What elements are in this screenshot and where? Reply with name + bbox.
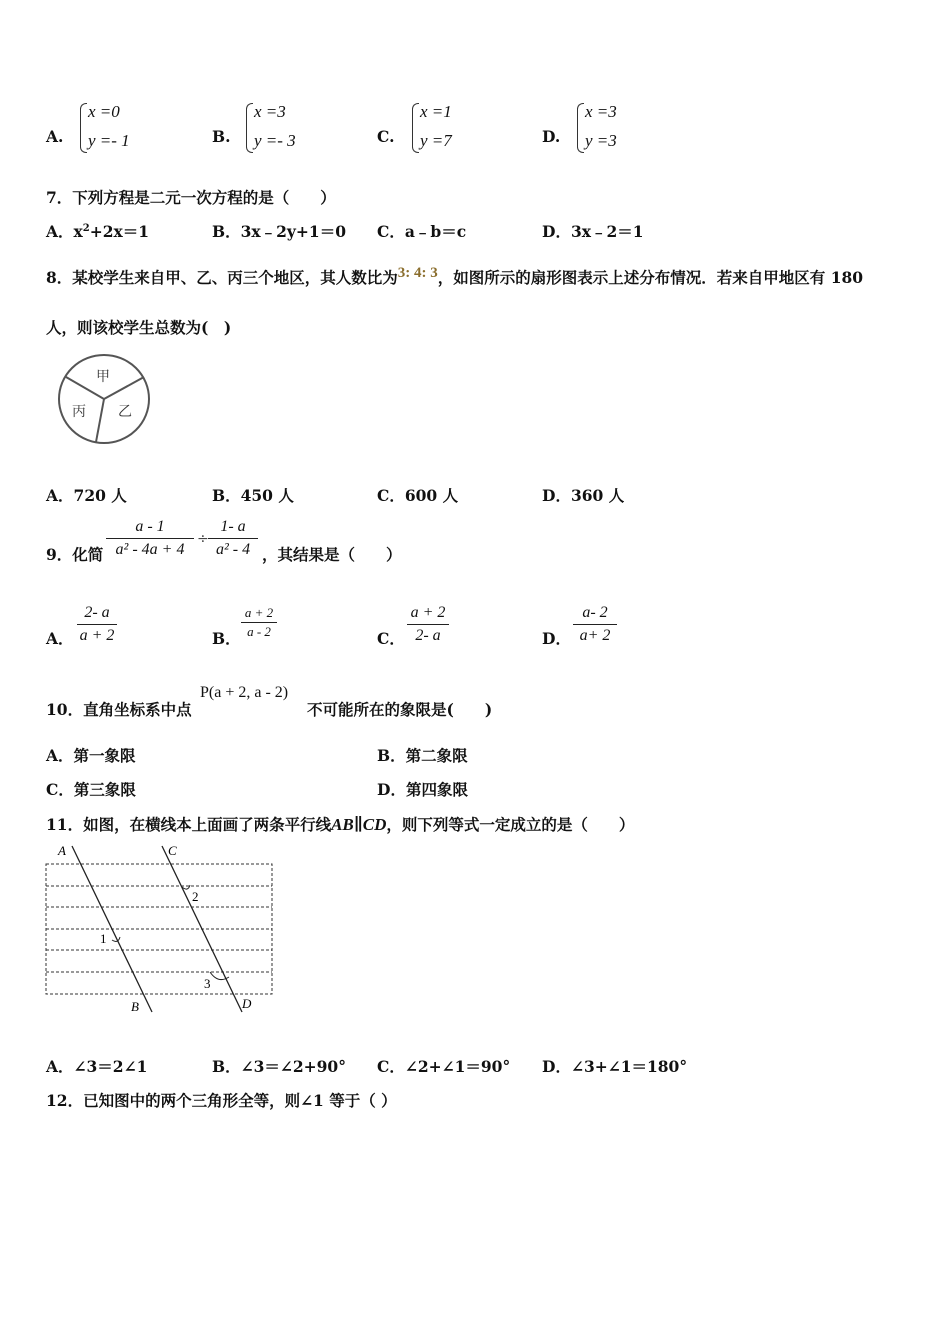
q8-option-d — [542, 484, 624, 506]
option-text: ∠3＝∠2+90° — [240, 1057, 346, 1076]
numerator: a + 2 — [410, 604, 446, 621]
option-text: 3x﹣2y+1＝0 — [240, 222, 346, 241]
q8-option-b — [212, 484, 294, 506]
q8-option-c — [377, 484, 458, 506]
option-fraction — [573, 602, 617, 647]
numerator: 2- a — [84, 604, 110, 621]
numerator: 1- a — [220, 518, 246, 535]
numerator: a + 2 — [244, 605, 274, 620]
q8-option-a — [46, 484, 127, 506]
option-label: D． — [542, 629, 571, 648]
option-label: D． — [542, 1057, 571, 1076]
pie-divider — [104, 377, 144, 399]
q10-point: P(a + 2, a - 2) — [200, 684, 289, 701]
option-label: A． — [46, 486, 74, 505]
denominator: a - 2 — [247, 624, 271, 639]
equation-line: y =3 — [585, 131, 617, 150]
option-label: A． — [46, 222, 74, 241]
angle-3-label: 3 — [204, 976, 211, 991]
option-fraction — [77, 602, 117, 647]
q10-option-a — [46, 744, 136, 766]
option-label: D． — [542, 222, 571, 241]
label-b: B — [131, 999, 139, 1014]
option-text: +2x＝1 — [89, 222, 150, 241]
equation-line: y =- 3 — [254, 131, 296, 150]
brace-icon — [577, 103, 584, 153]
equation-line: y =- 1 — [88, 131, 130, 150]
denominator: 2- a — [415, 627, 441, 644]
numerator: a - 1 — [135, 518, 165, 535]
option-label: B． — [212, 486, 241, 505]
pie-label-yi: 乙 — [118, 404, 132, 420]
brace-icon — [412, 103, 419, 153]
q7-option-c — [377, 220, 466, 242]
option-text: 第一象限 — [73, 746, 136, 765]
stem-text: ，则下列等式一定成立的是（ ） — [386, 815, 635, 834]
parallel-expression: AB∥CD — [331, 815, 387, 834]
denominator: a + 2 — [79, 627, 115, 644]
angle-2-label: 2 — [192, 889, 199, 904]
brace-icon — [80, 103, 87, 153]
q10-option-c — [46, 778, 136, 800]
q7-option-d — [542, 220, 644, 242]
q9-fraction-2 — [208, 516, 258, 561]
option-text: ∠3+∠1＝180° — [570, 1057, 688, 1076]
q10-option-b — [377, 744, 468, 766]
option-text: 720 人 — [73, 486, 127, 505]
q11-stem — [46, 813, 634, 835]
option-text: ∠2+∠1＝90° — [404, 1057, 511, 1076]
pie-label-jia: 甲 — [96, 369, 110, 385]
numerator: a- 2 — [582, 604, 608, 621]
q7-option-b — [212, 220, 346, 242]
option-label: B． — [212, 1057, 241, 1076]
option-fraction — [241, 604, 277, 641]
option-text: 第二象限 — [405, 746, 468, 765]
option-label: C. — [377, 127, 395, 146]
pie-chart-figure — [56, 352, 154, 446]
equation-line: y =7 — [420, 131, 452, 150]
option-label: C． — [377, 1057, 405, 1076]
q7-option-a — [46, 220, 149, 242]
option-label: C． — [377, 486, 405, 505]
option-label: A． — [46, 1057, 74, 1076]
stem-text: 8．某校学生来自甲、乙、丙三个地区，其人数比为 — [46, 268, 398, 287]
label-c: C — [168, 843, 177, 858]
option-label: A. — [46, 127, 64, 146]
q9-stem-prefix: 9．化简 — [46, 545, 104, 564]
denominator: a+ 2 — [579, 627, 611, 644]
option-label: A． — [46, 629, 74, 648]
ratio-value: 3: 4: 3 — [397, 265, 438, 281]
denominator: a² - 4 — [215, 541, 251, 558]
option-label: B． — [377, 746, 406, 765]
option-label: D. — [542, 127, 561, 146]
angle-1-label: 1 — [100, 931, 107, 946]
q11-option-b — [212, 1055, 346, 1077]
option-label: A． — [46, 746, 74, 765]
divide-sign: ÷ — [197, 531, 209, 547]
option-text: ∠3＝2∠1 — [73, 1057, 148, 1076]
q10-option-d — [377, 778, 468, 800]
option-label: C． — [377, 629, 405, 648]
option-label: B. — [212, 127, 231, 146]
pie-divider — [96, 399, 104, 442]
q10-stem-prefix: 10．直角坐标系中点 — [46, 700, 192, 719]
angle-3-arc — [210, 972, 229, 980]
option-label: D． — [542, 486, 571, 505]
stem-text: ，如图所示的扇形图表示上述分布情况．若来自甲地区有 180 — [437, 268, 864, 287]
q11-option-a — [46, 1055, 147, 1077]
q12-stem: 12．已知图中的两个三角形全等，则∠1 等于（ ） — [46, 1091, 397, 1110]
option-text: 3x﹣2＝1 — [570, 222, 644, 241]
stem-text: 11．如图，在横线本上面画了两条平行线 — [46, 815, 332, 834]
equation-line: x =3 — [585, 102, 617, 121]
equation-line: x =0 — [88, 102, 120, 121]
q8-stem-line1 — [46, 266, 863, 288]
option-text: 第三象限 — [73, 780, 136, 799]
superscript: 2 — [82, 222, 90, 234]
label-d: D — [242, 996, 252, 1011]
q9-stem-suffix: ，其结果是（ ） — [262, 545, 402, 564]
option-text: 360 人 — [570, 486, 625, 505]
q11-option-c — [377, 1055, 510, 1077]
q7-stem: 7．下列方程是二元一次方程的是（ ） — [46, 188, 336, 207]
option-label: C． — [377, 222, 405, 241]
option-label: B． — [212, 629, 241, 648]
option-label: B． — [212, 222, 241, 241]
option-text: a﹣b＝c — [404, 222, 467, 241]
option-text: 450 人 — [240, 486, 294, 505]
q11-option-d — [542, 1055, 687, 1077]
q8-stem-line2: 人，则该校学生总数为( ) — [46, 318, 232, 337]
q10-stem-suffix: 不可能所在的象限是( ) — [307, 700, 493, 719]
q9-fraction-1 — [106, 516, 194, 561]
equation-line: x =1 — [420, 102, 452, 121]
equation-line: x =3 — [254, 102, 286, 121]
option-fraction — [407, 602, 449, 647]
option-label: C． — [46, 780, 74, 799]
pie-label-bing: 丙 — [72, 404, 86, 420]
denominator: a² - 4a + 4 — [115, 541, 185, 558]
option-text: x — [73, 222, 83, 241]
label-a: A — [58, 843, 66, 858]
parallel-lines-figure — [40, 840, 280, 1020]
option-text: 600 人 — [404, 486, 459, 505]
option-label: D． — [377, 780, 406, 799]
brace-icon — [246, 103, 253, 153]
option-text: 第四象限 — [405, 780, 468, 799]
